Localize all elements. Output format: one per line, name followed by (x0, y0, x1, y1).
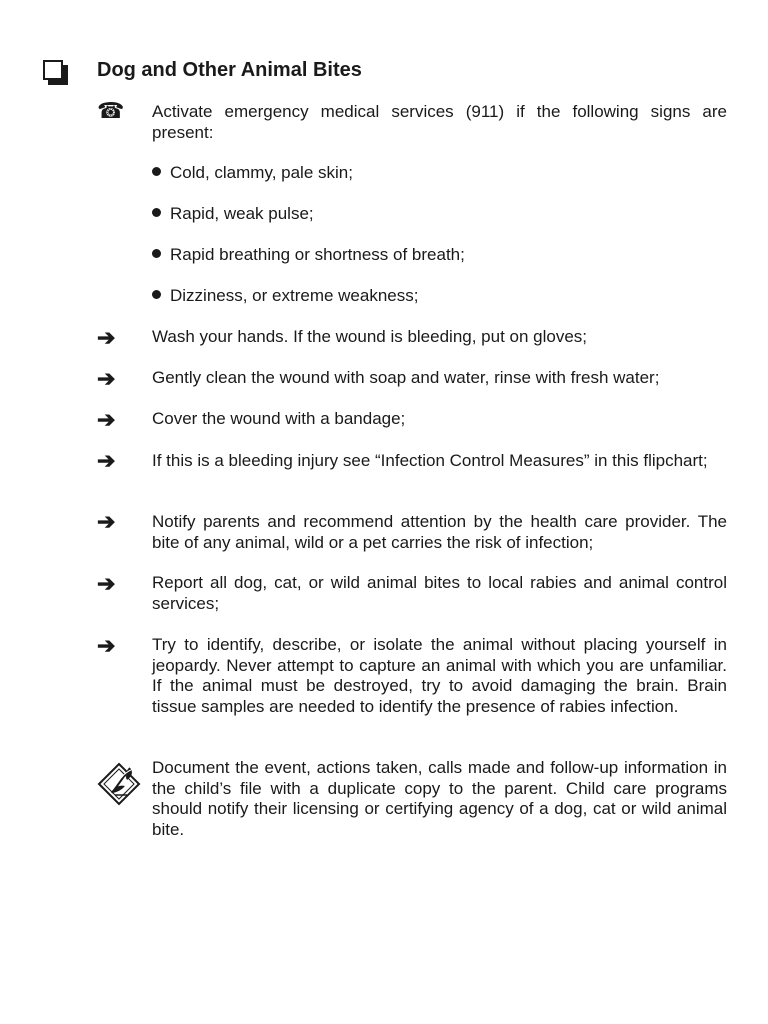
arrow-right-icon: ➔ (97, 407, 116, 432)
sign-item: Dizziness, or extreme weakness; (152, 286, 727, 307)
arrow-right-icon: ➔ (97, 633, 116, 658)
step-text: Try to identify, describe, or isolate the animal without placing yourself in jeopardy. Never attempt to capture an animal with which you are unfamiliar. If the animal must be destroyed, try to avoid damaging the brain. Brain tissue samples are needed to identify the presence of rabies infection. (152, 635, 727, 716)
arrow-right-icon: ➔ (97, 448, 116, 473)
bullet-dot-icon (152, 290, 161, 299)
step-text: If this is a bleeding injury see “Infection Control Measures” in this flipchart; (152, 451, 708, 470)
arrow-right-icon: ➔ (97, 509, 116, 534)
arrow-right-icon: ➔ (97, 366, 116, 391)
sign-item: Rapid breathing or shortness of breath; (152, 245, 727, 266)
step-text: Wash your hands. If the wound is bleeding, put on gloves; (152, 327, 588, 346)
telephone-icon: ☎ (97, 98, 125, 123)
bullet-dot-icon (152, 167, 161, 176)
checkbox-square-icon (43, 60, 68, 85)
arrow-right-icon: ➔ (97, 571, 116, 596)
section-title: Dog and Other Animal Bites (97, 59, 362, 81)
step-text: Report all dog, cat, or wild animal bites to local rabies and animal control services; (152, 573, 727, 613)
bullet-dot-icon (152, 249, 161, 258)
emergency-intro: Activate emergency medical services (911) if the following signs are present: (152, 102, 727, 142)
bullet-dot-icon (152, 208, 161, 217)
documentation-text: Document the event, actions taken, calls made and follow-up information in the child’s file with a duplicate copy to the parent. Child care programs should notify their licensing or certifying agency of a dog, cat or wild animal bite. (152, 758, 727, 839)
step-text: Cover the wound with a bandage; (152, 409, 406, 428)
arrow-right-icon: ➔ (97, 325, 116, 350)
sign-item: Cold, clammy, pale skin; (152, 163, 727, 184)
step-text: Notify parents and recommend attention by the health care provider. The bite of any animal, wild or a pet carries the risk of infection; (152, 512, 727, 552)
sign-item: Rapid, weak pulse; (152, 204, 727, 225)
quill-document-icon (97, 762, 141, 806)
step-text: Gently clean the wound with soap and water, rinse with fresh water; (152, 368, 660, 387)
